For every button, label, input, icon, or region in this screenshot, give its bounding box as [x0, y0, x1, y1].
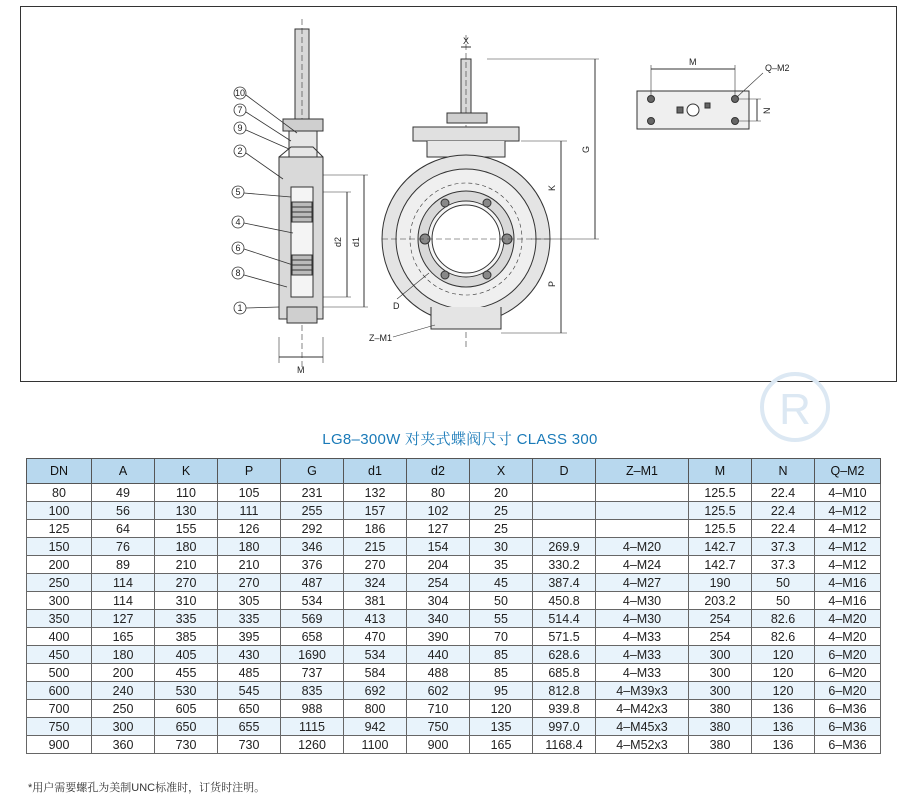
table-cell: 70	[470, 628, 533, 646]
valve-drawing	[21, 7, 898, 383]
table-cell: 89	[92, 556, 155, 574]
table-cell: 4–M33	[596, 628, 689, 646]
table-cell: 380	[689, 718, 752, 736]
table-cell: 37.3	[752, 556, 815, 574]
column-header: DN	[27, 459, 92, 484]
table-cell: 120	[470, 700, 533, 718]
table-cell: 22.4	[752, 520, 815, 538]
table-cell: 6–M20	[815, 646, 881, 664]
table-row	[27, 718, 881, 736]
column-header: D	[533, 459, 596, 484]
callout-9: 9	[237, 123, 243, 133]
table-cell: 240	[92, 682, 155, 700]
table-row	[27, 700, 881, 718]
callout-5: 5	[235, 187, 241, 197]
table-cell	[596, 484, 689, 502]
table-cell: 180	[218, 538, 281, 556]
table-cell: 300	[689, 646, 752, 664]
table-row	[27, 628, 881, 646]
table-cell: 6–M36	[815, 736, 881, 754]
dimension-table	[26, 458, 881, 754]
table-cell: 450	[27, 646, 92, 664]
table-cell: 800	[344, 700, 407, 718]
table-cell: 730	[155, 736, 218, 754]
table-cell: 380	[689, 700, 752, 718]
table-cell: 750	[407, 718, 470, 736]
table-cell: 250	[92, 700, 155, 718]
table-cell: 255	[281, 502, 344, 520]
table-cell: 4–M33	[596, 664, 689, 682]
table-cell: 270	[155, 574, 218, 592]
table-cell: 45	[470, 574, 533, 592]
table-cell: 4–M45x3	[596, 718, 689, 736]
table-cell: 6–M20	[815, 682, 881, 700]
table-cell: 210	[218, 556, 281, 574]
table-cell: 4–M33	[596, 646, 689, 664]
dim-label-zm1: Z–M1	[369, 333, 393, 343]
table-cell: 628.6	[533, 646, 596, 664]
table-row	[27, 610, 881, 628]
table-cell: 22.4	[752, 484, 815, 502]
dim-label-n: N	[762, 107, 772, 114]
table-cell: 942	[344, 718, 407, 736]
table-row	[27, 646, 881, 664]
table-cell: 110	[155, 484, 218, 502]
table-cell: 569	[281, 610, 344, 628]
table-cell: 200	[92, 664, 155, 682]
table-cell: 324	[344, 574, 407, 592]
table-cell: 157	[344, 502, 407, 520]
callout-6: 6	[235, 243, 241, 253]
table-cell: 305	[218, 592, 281, 610]
table-cell: 120	[752, 682, 815, 700]
table-cell: 269.9	[533, 538, 596, 556]
table-cell: 470	[344, 628, 407, 646]
table-cell: 4–M20	[815, 628, 881, 646]
table-cell: 4–M10	[815, 484, 881, 502]
table-cell: 82.6	[752, 610, 815, 628]
table-cell: 4–M52x3	[596, 736, 689, 754]
table-cell: 304	[407, 592, 470, 610]
table-cell: 400	[27, 628, 92, 646]
column-header: K	[155, 459, 218, 484]
table-cell: 900	[27, 736, 92, 754]
table-cell	[596, 520, 689, 538]
table-cell: 737	[281, 664, 344, 682]
table-cell: 165	[470, 736, 533, 754]
dim-label-d1: d1	[351, 236, 361, 247]
table-cell: 135	[470, 718, 533, 736]
table-cell: 605	[155, 700, 218, 718]
table-cell: 125.5	[689, 502, 752, 520]
table-cell: 22.4	[752, 502, 815, 520]
table-cell: 534	[281, 592, 344, 610]
column-header: G	[281, 459, 344, 484]
table-cell: 165	[92, 628, 155, 646]
table-cell: 350	[27, 610, 92, 628]
table-cell: 105	[218, 484, 281, 502]
table-cell: 405	[155, 646, 218, 664]
side-section-view	[279, 19, 368, 367]
table-header-row	[27, 459, 881, 484]
table-cell: 254	[689, 610, 752, 628]
table-cell: 292	[281, 520, 344, 538]
table-cell: 82.6	[752, 628, 815, 646]
callout-4: 4	[235, 217, 241, 227]
table-cell: 231	[281, 484, 344, 502]
table-cell: 1100	[344, 736, 407, 754]
table-cell	[533, 502, 596, 520]
table-cell: 300	[689, 682, 752, 700]
table-cell: 35	[470, 556, 533, 574]
table-cell: 430	[218, 646, 281, 664]
table-cell: 114	[92, 574, 155, 592]
table-cell: 812.8	[533, 682, 596, 700]
table-cell: 80	[27, 484, 92, 502]
callout-2: 2	[237, 146, 243, 156]
table-cell: 4–M16	[815, 574, 881, 592]
table-cell: 300	[27, 592, 92, 610]
callout-1: 1	[237, 303, 243, 313]
table-row	[27, 520, 881, 538]
table-cell: 4–M27	[596, 574, 689, 592]
table-cell: 571.5	[533, 628, 596, 646]
table-cell: 395	[218, 628, 281, 646]
table-cell: 50	[752, 592, 815, 610]
table-cell: 55	[470, 610, 533, 628]
table-cell: 4–M20	[815, 610, 881, 628]
table-row	[27, 592, 881, 610]
table-cell: 4–M12	[815, 556, 881, 574]
technical-drawing-frame	[20, 6, 897, 382]
table-cell: 485	[218, 664, 281, 682]
table-cell: 85	[470, 664, 533, 682]
dim-label-x: X	[463, 36, 470, 46]
table-cell: 127	[407, 520, 470, 538]
table-cell: 835	[281, 682, 344, 700]
table-cell: 1115	[281, 718, 344, 736]
table-cell: 125	[27, 520, 92, 538]
table-cell: 215	[344, 538, 407, 556]
dim-label-qm2: Q–M2	[765, 63, 790, 73]
table-cell: 4–M42x3	[596, 700, 689, 718]
column-header: P	[218, 459, 281, 484]
table-cell: 6–M36	[815, 718, 881, 736]
dim-label-d2: d2	[333, 236, 343, 247]
table-cell: 130	[155, 502, 218, 520]
registered-mark-watermark: R	[760, 372, 830, 442]
table-cell: 203.2	[689, 592, 752, 610]
dim-label-p: P	[547, 280, 557, 287]
table-cell: 380	[689, 736, 752, 754]
table-cell: 49	[92, 484, 155, 502]
table-cell: 4–M12	[815, 520, 881, 538]
table-cell: 180	[92, 646, 155, 664]
table-cell: 1168.4	[533, 736, 596, 754]
callout-10: 10	[234, 88, 246, 98]
table-cell: 4–M30	[596, 610, 689, 628]
table-cell: 64	[92, 520, 155, 538]
table-cell: 180	[155, 538, 218, 556]
plate-view	[637, 65, 763, 129]
table-row	[27, 538, 881, 556]
table-cell: 210	[155, 556, 218, 574]
table-cell: 534	[344, 646, 407, 664]
footnote: *用户需要螺孔为美制UNC标准时，订货时注明。	[28, 782, 266, 794]
table-cell: 132	[344, 484, 407, 502]
table-cell	[533, 520, 596, 538]
table-cell: 100	[27, 502, 92, 520]
table-cell: 102	[407, 502, 470, 520]
table-cell: 700	[27, 700, 92, 718]
table-cell: 387.4	[533, 574, 596, 592]
table-cell: 310	[155, 592, 218, 610]
table-cell: 126	[218, 520, 281, 538]
table-cell: 1260	[281, 736, 344, 754]
table-cell: 120	[752, 646, 815, 664]
table-cell: 730	[218, 736, 281, 754]
table-row	[27, 664, 881, 682]
table-cell: 120	[752, 664, 815, 682]
table-cell: 455	[155, 664, 218, 682]
table-cell: 346	[281, 538, 344, 556]
table-row	[27, 682, 881, 700]
table-cell: 142.7	[689, 556, 752, 574]
table-cell: 4–M16	[815, 592, 881, 610]
table-cell: 25	[470, 502, 533, 520]
table-cell: 30	[470, 538, 533, 556]
table-cell: 360	[92, 736, 155, 754]
table-cell: 385	[155, 628, 218, 646]
dim-label-m-plate: M	[689, 57, 697, 67]
table-cell: 1690	[281, 646, 344, 664]
table-row	[27, 502, 881, 520]
table-cell: 111	[218, 502, 281, 520]
table-cell: 254	[407, 574, 470, 592]
table-cell: 25	[470, 520, 533, 538]
callout-8: 8	[235, 268, 241, 278]
table-cell: 4–M12	[815, 502, 881, 520]
column-header: M	[689, 459, 752, 484]
table-cell: 254	[689, 628, 752, 646]
table-cell	[596, 502, 689, 520]
table-cell: 300	[92, 718, 155, 736]
table-cell: 413	[344, 610, 407, 628]
table-cell: 125.5	[689, 484, 752, 502]
table-cell: 56	[92, 502, 155, 520]
table-cell: 136	[752, 736, 815, 754]
dim-label-m-side: M	[297, 365, 305, 375]
table-cell: 381	[344, 592, 407, 610]
table-cell: 80	[407, 484, 470, 502]
table-cell: 939.8	[533, 700, 596, 718]
table-cell: 136	[752, 700, 815, 718]
table-cell: 650	[218, 700, 281, 718]
table-cell: 50	[470, 592, 533, 610]
table-cell: 545	[218, 682, 281, 700]
table-cell: 250	[27, 574, 92, 592]
table-cell: 154	[407, 538, 470, 556]
table-title: LG8–300W 对夹式蝶阀尺寸 CLASS 300	[322, 431, 598, 448]
table-cell	[533, 484, 596, 502]
dim-label-k: K	[547, 184, 557, 191]
table-cell: 50	[752, 574, 815, 592]
column-header: N	[752, 459, 815, 484]
table-cell: 655	[218, 718, 281, 736]
table-cell: 500	[27, 664, 92, 682]
table-cell: 95	[470, 682, 533, 700]
table-cell: 150	[27, 538, 92, 556]
table-cell: 142.7	[689, 538, 752, 556]
table-cell: 487	[281, 574, 344, 592]
table-cell: 997.0	[533, 718, 596, 736]
table-cell: 692	[344, 682, 407, 700]
table-cell: 4–M39x3	[596, 682, 689, 700]
table-cell: 335	[218, 610, 281, 628]
column-header: Z–M1	[596, 459, 689, 484]
table-cell: 4–M30	[596, 592, 689, 610]
table-cell: 186	[344, 520, 407, 538]
table-cell: 335	[155, 610, 218, 628]
table-cell: 330.2	[533, 556, 596, 574]
column-header: d2	[407, 459, 470, 484]
table-cell: 4–M24	[596, 556, 689, 574]
table-row	[27, 556, 881, 574]
table-cell: 300	[689, 664, 752, 682]
table-cell: 204	[407, 556, 470, 574]
table-cell: 340	[407, 610, 470, 628]
front-view	[382, 35, 599, 347]
table-cell: 114	[92, 592, 155, 610]
table-cell: 270	[218, 574, 281, 592]
table-cell: 658	[281, 628, 344, 646]
column-header: Q–M2	[815, 459, 881, 484]
table-cell: 4–M12	[815, 538, 881, 556]
table-cell: 76	[92, 538, 155, 556]
dim-label-d: D	[393, 301, 400, 311]
table-cell: 200	[27, 556, 92, 574]
dim-label-g: G	[581, 145, 591, 153]
column-header: X	[470, 459, 533, 484]
table-cell: 488	[407, 664, 470, 682]
table-cell: 988	[281, 700, 344, 718]
table-cell: 650	[155, 718, 218, 736]
table-cell: 685.8	[533, 664, 596, 682]
column-header: A	[92, 459, 155, 484]
table-cell: 190	[689, 574, 752, 592]
table-cell: 6–M20	[815, 664, 881, 682]
table-cell: 584	[344, 664, 407, 682]
table-cell: 514.4	[533, 610, 596, 628]
table-cell: 155	[155, 520, 218, 538]
table-cell: 85	[470, 646, 533, 664]
table-body	[27, 484, 881, 754]
table-cell: 602	[407, 682, 470, 700]
table-row	[27, 736, 881, 754]
callout-7: 7	[237, 105, 243, 115]
table-cell: 710	[407, 700, 470, 718]
table-row	[27, 484, 881, 502]
table-cell: 600	[27, 682, 92, 700]
table-cell: 127	[92, 610, 155, 628]
table-cell: 270	[344, 556, 407, 574]
table-cell: 37.3	[752, 538, 815, 556]
table-cell: 750	[27, 718, 92, 736]
table-cell: 390	[407, 628, 470, 646]
table-row	[27, 574, 881, 592]
table-cell: 530	[155, 682, 218, 700]
table-cell: 440	[407, 646, 470, 664]
table-cell: 376	[281, 556, 344, 574]
table-cell: 20	[470, 484, 533, 502]
table-cell: 4–M20	[596, 538, 689, 556]
table-cell: 900	[407, 736, 470, 754]
table-cell: 6–M36	[815, 700, 881, 718]
table-cell: 125.5	[689, 520, 752, 538]
table-cell: 450.8	[533, 592, 596, 610]
column-header: d1	[344, 459, 407, 484]
table-cell: 136	[752, 718, 815, 736]
